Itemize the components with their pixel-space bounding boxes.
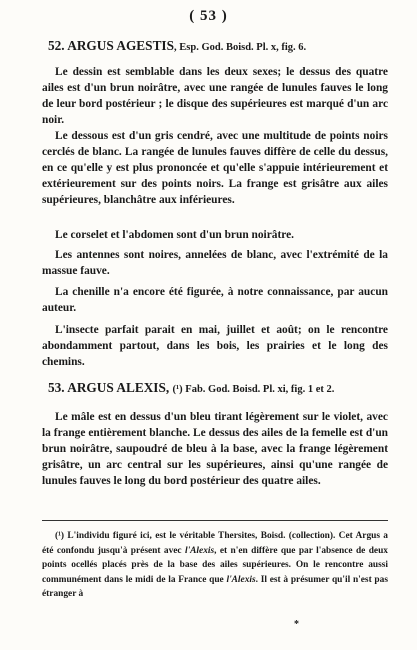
paragraph: Le corselet et l'abdomen sont d'un brun noirâtre. <box>55 229 294 241</box>
footnote-text: . Il est à présumer qu'il n'est pas étranger à <box>42 574 388 599</box>
signature-mark: * <box>294 619 299 630</box>
paragraph: Les antennes sont noires, annelées de blanc, avec l'extrémité de la massue fauve. <box>42 249 388 277</box>
footnote <box>42 529 388 602</box>
paragraph: Le mâle est en dessus d'un bleu tirant légèrement sur le violet, avec la frange entièrement blanche. Le dessus des ailes de la femelle est d'un brun noirâtre, saupoudré de bleu à la base, avec la frange légèrement grisâtre, un arc central sur les supérieures, ainsi qu'une rangée de lunules fauves le long du bord postérieur des quatre ailes. <box>42 411 388 487</box>
paragraph: Le dessin est semblable dans les deux sexes; le dessus des quatre ailes est d'un brun noirâtre, avec une rangée de lunules fauves le long de leur bord postérieur ; le disque des supérieures est marqué d'un arc noir. <box>42 66 388 126</box>
paragraph: L'insecte parfait parait en mai, juillet et août; on le rencontre abondamment partout, dans les bois, les prairies et le long des chemins. <box>42 324 388 368</box>
page-number: ( 53 ) <box>189 8 228 24</box>
footnote-text: (¹) L'individu figuré ici, est le véritable Thersites, Boisd. (collection). Cet Argus a été confondu jusqu'à présent avec <box>42 531 388 556</box>
footnote-italic: l'Alexis <box>184 545 215 556</box>
species-name: ARGUS AGESTIS <box>67 38 175 53</box>
species-heading-agestis <box>48 38 393 56</box>
species-heading-alexis <box>48 380 393 398</box>
species-name: ARGUS ALEXIS, <box>67 380 170 395</box>
paragraph: La chenille n'a encore été figurée, à notre connaissance, par aucun auteur. <box>42 286 388 314</box>
species-reference: (¹) Fab. God. Boisd. Pl. xi, fig. 1 et 2. <box>172 384 335 395</box>
footnote-rule <box>42 520 388 521</box>
footnote-text: , et n'en diffère que par l'absence de deux points ocellés placés près de la base des ailes supérieures. On le rencontre aussi communément dans le midi de la France que <box>42 545 388 585</box>
paragraph: Le dessous est d'un gris cendré, avec une multitude de points noirs cerclés de blanc. La rangée de lunules fauves diffère de celle du dessus, en ce qu'elle y est plus prononcée et qu'elle s'appuie intérieurement et extérieurement sur des points noirs. La frange est grisâtre aux ailes supérieures, blanchâtre aux inférieures. <box>42 130 388 206</box>
species-number: 53. <box>48 380 65 395</box>
species-number: 52. <box>48 38 65 53</box>
species-reference: , Esp. God. Boisd. Pl. x, fig. 6. <box>174 42 307 53</box>
footnote-italic: l'Alexis <box>226 574 256 585</box>
